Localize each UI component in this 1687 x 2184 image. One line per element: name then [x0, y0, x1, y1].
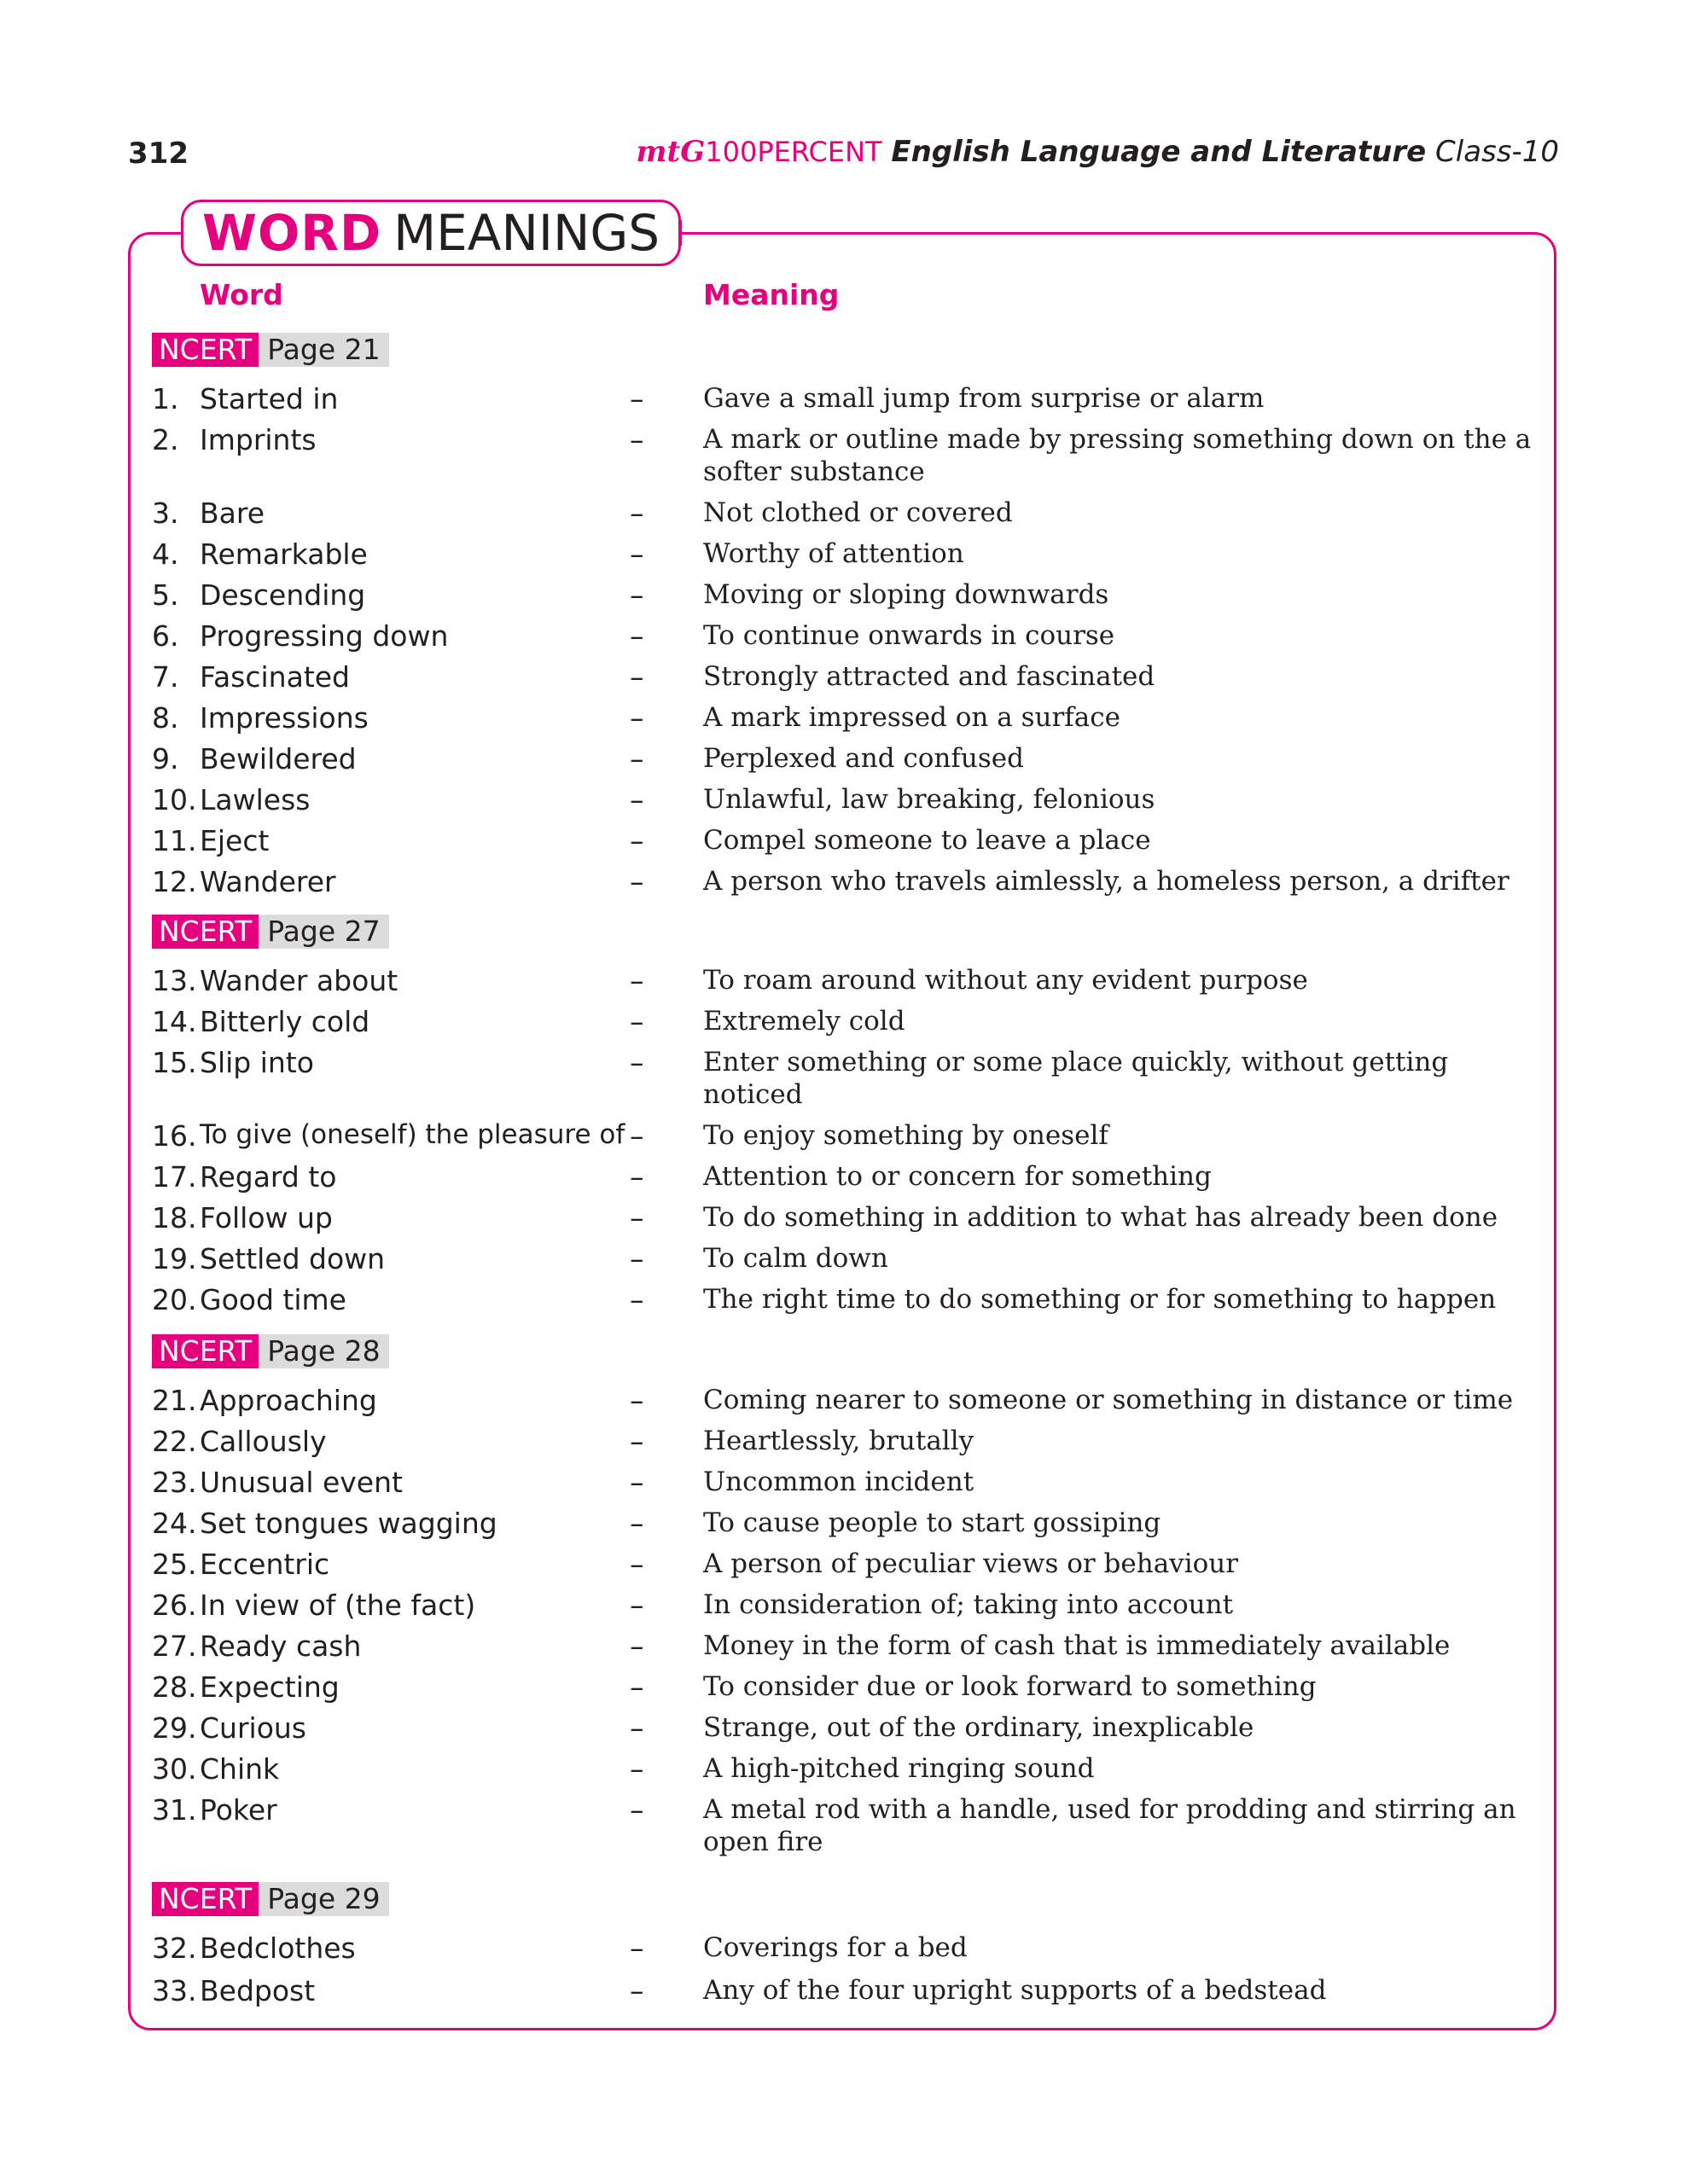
entry-separator: – — [630, 1160, 644, 1194]
entry-word: Bare — [200, 497, 265, 530]
entry-word: To give (oneself) the pleasure of — [200, 1119, 625, 1150]
entry-number: 10. — [152, 783, 197, 816]
entry-separator: – — [630, 1548, 644, 1581]
entry-number: 14. — [152, 1005, 197, 1038]
entry-word: Eccentric — [200, 1548, 330, 1581]
section-title — [181, 200, 681, 266]
entry-word: Bedclothes — [200, 1931, 356, 1965]
entry-meaning: A person of peculiar views or behaviour — [703, 1548, 1239, 1579]
entry-word: Regard to — [200, 1160, 337, 1194]
entry-number: 3. — [152, 497, 179, 530]
entry-number: 18. — [152, 1201, 197, 1234]
entry-number: 33. — [152, 1974, 197, 2007]
entry-word: Settled down — [200, 1242, 386, 1275]
entry-word: Imprints — [200, 423, 317, 456]
entry-meaning: To consider due or look forward to something — [703, 1671, 1317, 1702]
entry-meaning: To continue onwards in course — [703, 620, 1115, 651]
entry-meaning: Extremely cold — [703, 1006, 905, 1037]
page-number: 312 — [128, 136, 189, 171]
entry-number: 31. — [152, 1793, 197, 1827]
entry-number: 5. — [152, 578, 179, 612]
entry-separator: – — [630, 1670, 644, 1704]
entry-meaning: To roam around without any evident purpose — [703, 965, 1308, 996]
entry-number: 23. — [152, 1466, 197, 1499]
entry-meaning: Coverings for a bed — [703, 1932, 968, 1963]
entry-word: Wander about — [200, 964, 398, 997]
entry-word: Curious — [200, 1711, 306, 1745]
entry-number: 17. — [152, 1160, 197, 1194]
entry-meaning: Perplexed and confused — [703, 743, 1024, 774]
entry-number: 27. — [152, 1629, 197, 1663]
entry-number: 19. — [152, 1242, 197, 1275]
entry-separator: – — [630, 701, 644, 735]
entry-word: Wanderer — [200, 865, 336, 898]
entry-meaning: Enter something or some place quickly, without getting noticed — [703, 1047, 1449, 1110]
entry-meaning: To enjoy something by oneself — [703, 1120, 1108, 1151]
entry-meaning: The right time to do something or for something to happen — [703, 1284, 1497, 1315]
column-header-meaning: Meaning — [703, 278, 840, 311]
entry-meaning: A metal rod with a handle, used for prodding and stirring an open fire — [703, 1794, 1516, 1857]
entry-separator: – — [630, 1384, 644, 1417]
entry-separator: – — [630, 1589, 644, 1622]
class-label: Class-10 — [1435, 135, 1559, 169]
section-page: Page 29 — [259, 1882, 388, 1916]
entry-number: 2. — [152, 423, 179, 456]
entry-meaning: Worthy of attention — [703, 538, 964, 569]
entry-word: Bitterly cold — [200, 1005, 370, 1038]
entry-separator: – — [630, 382, 644, 415]
entry-word: Callously — [200, 1425, 327, 1458]
entry-meaning: Compel someone to leave a place — [703, 825, 1151, 856]
entry-separator: – — [630, 1242, 644, 1275]
entry-number: 12. — [152, 865, 197, 898]
entry-number: 6. — [152, 619, 179, 653]
entry-meaning: To cause people to start gossiping — [703, 1507, 1161, 1538]
section-tab — [152, 1334, 389, 1368]
entry-separator: – — [630, 1931, 644, 1965]
entry-separator: – — [630, 578, 644, 612]
entry-word: Bewildered — [200, 742, 357, 775]
entry-meaning: A high-pitched ringing sound — [703, 1753, 1095, 1784]
section-label: NCERT — [152, 915, 259, 949]
section-page: Page 27 — [259, 915, 388, 949]
title-rest: MEANINGS — [393, 204, 660, 262]
entry-word: Remarkable — [200, 537, 368, 571]
series-name: 100PERCENT — [705, 136, 882, 168]
entry-separator: – — [630, 1201, 644, 1234]
entry-separator: – — [630, 1283, 644, 1316]
entry-meaning: Gave a small jump from surprise or alarm — [703, 383, 1265, 414]
entry-separator: – — [630, 497, 644, 530]
section-label: NCERT — [152, 1882, 259, 1916]
brand-logo: mtG — [636, 135, 706, 169]
entry-meaning: Not clothed or covered — [703, 497, 1013, 528]
entry-meaning: Heartlessly, brutally — [703, 1426, 974, 1456]
running-head — [637, 135, 1559, 169]
entry-word: Unusual event — [200, 1466, 403, 1499]
entry-word: Ready cash — [200, 1629, 362, 1663]
section-tab — [152, 333, 389, 367]
entry-word: Impressions — [200, 701, 369, 735]
entry-word: Descending — [200, 578, 366, 612]
entry-meaning: Coming nearer to someone or something in distance or time — [703, 1385, 1514, 1415]
entry-separator: – — [630, 1466, 644, 1499]
entry-word: Set tongues wagging — [200, 1507, 497, 1540]
entry-number: 7. — [152, 660, 179, 694]
entry-number: 30. — [152, 1752, 197, 1786]
entry-meaning: Money in the form of cash that is immediately available — [703, 1630, 1451, 1661]
entry-meaning: To calm down — [703, 1243, 888, 1274]
entry-separator: – — [630, 1507, 644, 1540]
entry-word: Started in — [200, 382, 339, 415]
entry-separator: – — [630, 1793, 644, 1827]
entry-separator: – — [630, 537, 644, 571]
entry-number: 29. — [152, 1711, 197, 1745]
entry-separator: – — [630, 742, 644, 775]
entry-word: Slip into — [200, 1046, 314, 1079]
entry-meaning: In consideration of; taking into account — [703, 1589, 1234, 1620]
entry-meaning: Strange, out of the ordinary, inexplicable — [703, 1712, 1254, 1743]
entry-meaning: Unlawful, law breaking, felonious — [703, 784, 1155, 815]
entry-word: Follow up — [200, 1201, 333, 1234]
title-tick-right — [679, 220, 682, 246]
entry-separator: – — [630, 783, 644, 816]
entry-number: 32. — [152, 1931, 197, 1965]
entry-meaning: To do something in addition to what has already been done — [703, 1202, 1498, 1233]
entry-separator: – — [630, 1629, 644, 1663]
entry-number: 4. — [152, 537, 179, 571]
entry-word: Expecting — [200, 1670, 340, 1704]
entry-separator: – — [630, 865, 644, 898]
entry-separator: – — [630, 660, 644, 694]
section-tab — [152, 1882, 389, 1916]
entry-separator: – — [630, 1119, 644, 1153]
entry-meaning: A mark impressed on a surface — [703, 702, 1120, 733]
entry-word: Progressing down — [200, 619, 449, 653]
entry-separator: – — [630, 1005, 644, 1038]
entry-number: 16. — [152, 1119, 197, 1153]
entry-separator: – — [630, 423, 644, 456]
entry-separator: – — [630, 824, 644, 857]
entry-word: Fascinated — [200, 660, 351, 694]
entry-separator: – — [630, 1046, 644, 1079]
entry-separator: – — [630, 964, 644, 997]
section-page: Page 21 — [259, 333, 388, 367]
book-title: English Language and Literature — [891, 135, 1427, 169]
entry-number: 11. — [152, 824, 197, 857]
entry-number: 8. — [152, 701, 179, 735]
entry-number: 22. — [152, 1425, 197, 1458]
title-bold: WORD — [202, 204, 382, 262]
entry-word: In view of (the fact) — [200, 1589, 476, 1622]
entry-number: 20. — [152, 1283, 197, 1316]
entry-number: 1. — [152, 382, 179, 415]
column-header-word: Word — [200, 278, 283, 311]
entry-number: 25. — [152, 1548, 197, 1581]
entry-separator: – — [630, 1974, 644, 2007]
entry-number: 24. — [152, 1507, 197, 1540]
section-label: NCERT — [152, 1334, 259, 1368]
entry-word: Approaching — [200, 1384, 377, 1417]
entry-word: Bedpost — [200, 1974, 316, 2007]
entry-word: Chink — [200, 1752, 280, 1786]
entry-number: 9. — [152, 742, 179, 775]
entry-number: 21. — [152, 1384, 197, 1417]
entry-word: Good time — [200, 1283, 346, 1316]
entry-meaning: A mark or outline made by pressing something down on the a softer substance — [703, 424, 1532, 487]
entry-separator: – — [630, 619, 644, 653]
entry-number: 15. — [152, 1046, 197, 1079]
entry-number: 28. — [152, 1670, 197, 1704]
section-page: Page 28 — [259, 1334, 388, 1368]
entry-meaning: Attention to or concern for something — [703, 1161, 1212, 1192]
section-label: NCERT — [152, 333, 259, 367]
entry-word: Eject — [200, 824, 270, 857]
entry-meaning: Strongly attracted and fascinated — [703, 661, 1155, 692]
entry-separator: – — [630, 1425, 644, 1458]
entry-meaning: Any of the four upright supports of a bedstead — [703, 1975, 1327, 2006]
entry-meaning: Moving or sloping downwards — [703, 579, 1109, 610]
entry-meaning: A person who travels aimlessly, a homeless person, a drifter — [703, 866, 1510, 897]
entry-meaning: Uncommon incident — [703, 1467, 974, 1497]
entry-separator: – — [630, 1711, 644, 1745]
entry-number: 26. — [152, 1589, 197, 1622]
entry-separator: – — [630, 1752, 644, 1786]
entry-word: Poker — [200, 1793, 277, 1827]
entry-word: Lawless — [200, 783, 311, 816]
entry-number: 13. — [152, 964, 197, 997]
section-tab — [152, 915, 389, 949]
